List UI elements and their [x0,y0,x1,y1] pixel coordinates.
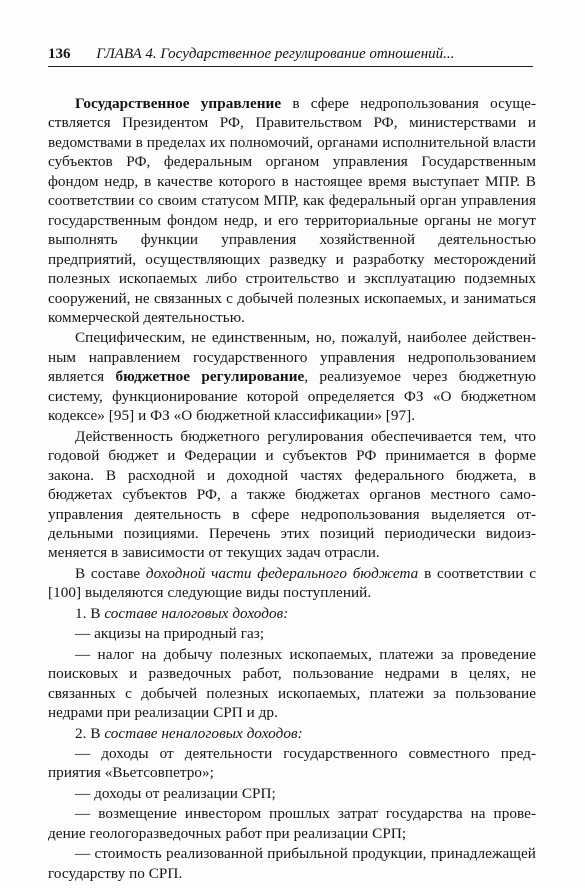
paragraph-text: В составе [75,564,146,582]
list-heading-italic: составе налоговых доходов: [104,604,289,622]
list-item-excise: — акцизы на природный газ; [75,625,265,643]
list-item-joint-venture: — доходы от деятельности государственного совместного предприятия «Вьетсовпетро»; [48,744,536,782]
term-budget-regulation: бюджетное регулирование [115,368,305,386]
paragraph-text: , реализуемое через бюджетную систему, функционирование которой определяется ФЗ «О бюджетном кодексе» [95] и ФЗ «О бюджетной классификации» [97]. [48,368,536,425]
paragraph-budget-regulation [48,328,536,425]
paragraph-text: в сфере недропользования осуществляется Президентом РФ, Правительством РФ, министерствами и ведомствами в пределах их полномочий, органами исполнительной власти субъектов РФ, федеральным органом управления Государственным фондом недр, в качестве которого в настоящее время выступает МПР. В соответствии со своим статусом МПР, как федеральный орган управления государственным фондом недр, и его территориальные органы не могут выполнять функции управления хозяйственной деятельностью предприятий, осуществляющих разведку и разработку месторождений полезных ископаемых либо строительство и эксплуатацию подземных сооружений, не связанных с добычей полезных ископаемых, и заниматься коммерческой деятельностью. [48,95,537,326]
list-number: 2. В [75,724,105,742]
running-head [48,44,533,67]
term-state-management: Государственное управление [75,95,282,112]
chapter-title: ГЛАВА 4. Государственное регулирование отношений... [96,46,455,62]
page-number: 136 [48,46,71,62]
paragraph-state-management [48,94,536,327]
list-item-extraction-tax: — налог на добычу полезных ископаемых, платежи за проведение поисковых и разведочных работ, пользование недрами в целях, не связанных с добычей полезных ископаемых, платежи за пользование недрами при реализации СРП и др. [48,645,536,722]
term-revenue-part: доходной части федерального бюджета [145,564,419,582]
paragraph-text: Специфическим, не единственным, но, пожалуй, наиболее действенным направлением государственного управления недропользованием является [48,329,536,386]
list-item-profit-production: — стоимость реализованной прибыльной продукции, принадлежащей государству по СРП. [48,845,536,882]
paragraph-effectiveness: Действенность бюджетного регулирования обеспечивается тем, что годовой бюджет и Федерации и субъектов РФ принимается в форме закона. В расходной и доходной частях федерального бюджета, в бюджетах субъектов РФ, а также бюджетах органов местного самоуправления деятельность в сфере недропользования выделяется отдельными позициями. Перечень этих позиций периодически видоизменяется в зависимости от текущих задач отрасли. [48,427,536,562]
list-number: 1. В [75,604,105,622]
paragraph-text: в соответствии с [100] выделяются следующие виды поступлений. [48,564,537,602]
list-item-psa-income: — доходы от реализации СРП; [75,784,276,802]
list-heading-nontax-revenue [48,724,536,743]
list-heading-tax-revenue [48,604,536,623]
list-heading-italic: составе неналоговых доходов: [104,724,303,742]
list-item-cost-recovery: — возмещение инвестором прошлых затрат государства на проведение геологоразведочных работ при реализации СРП; [48,805,536,842]
body-text [48,94,536,883]
paragraph-revenue-intro [48,564,536,603]
